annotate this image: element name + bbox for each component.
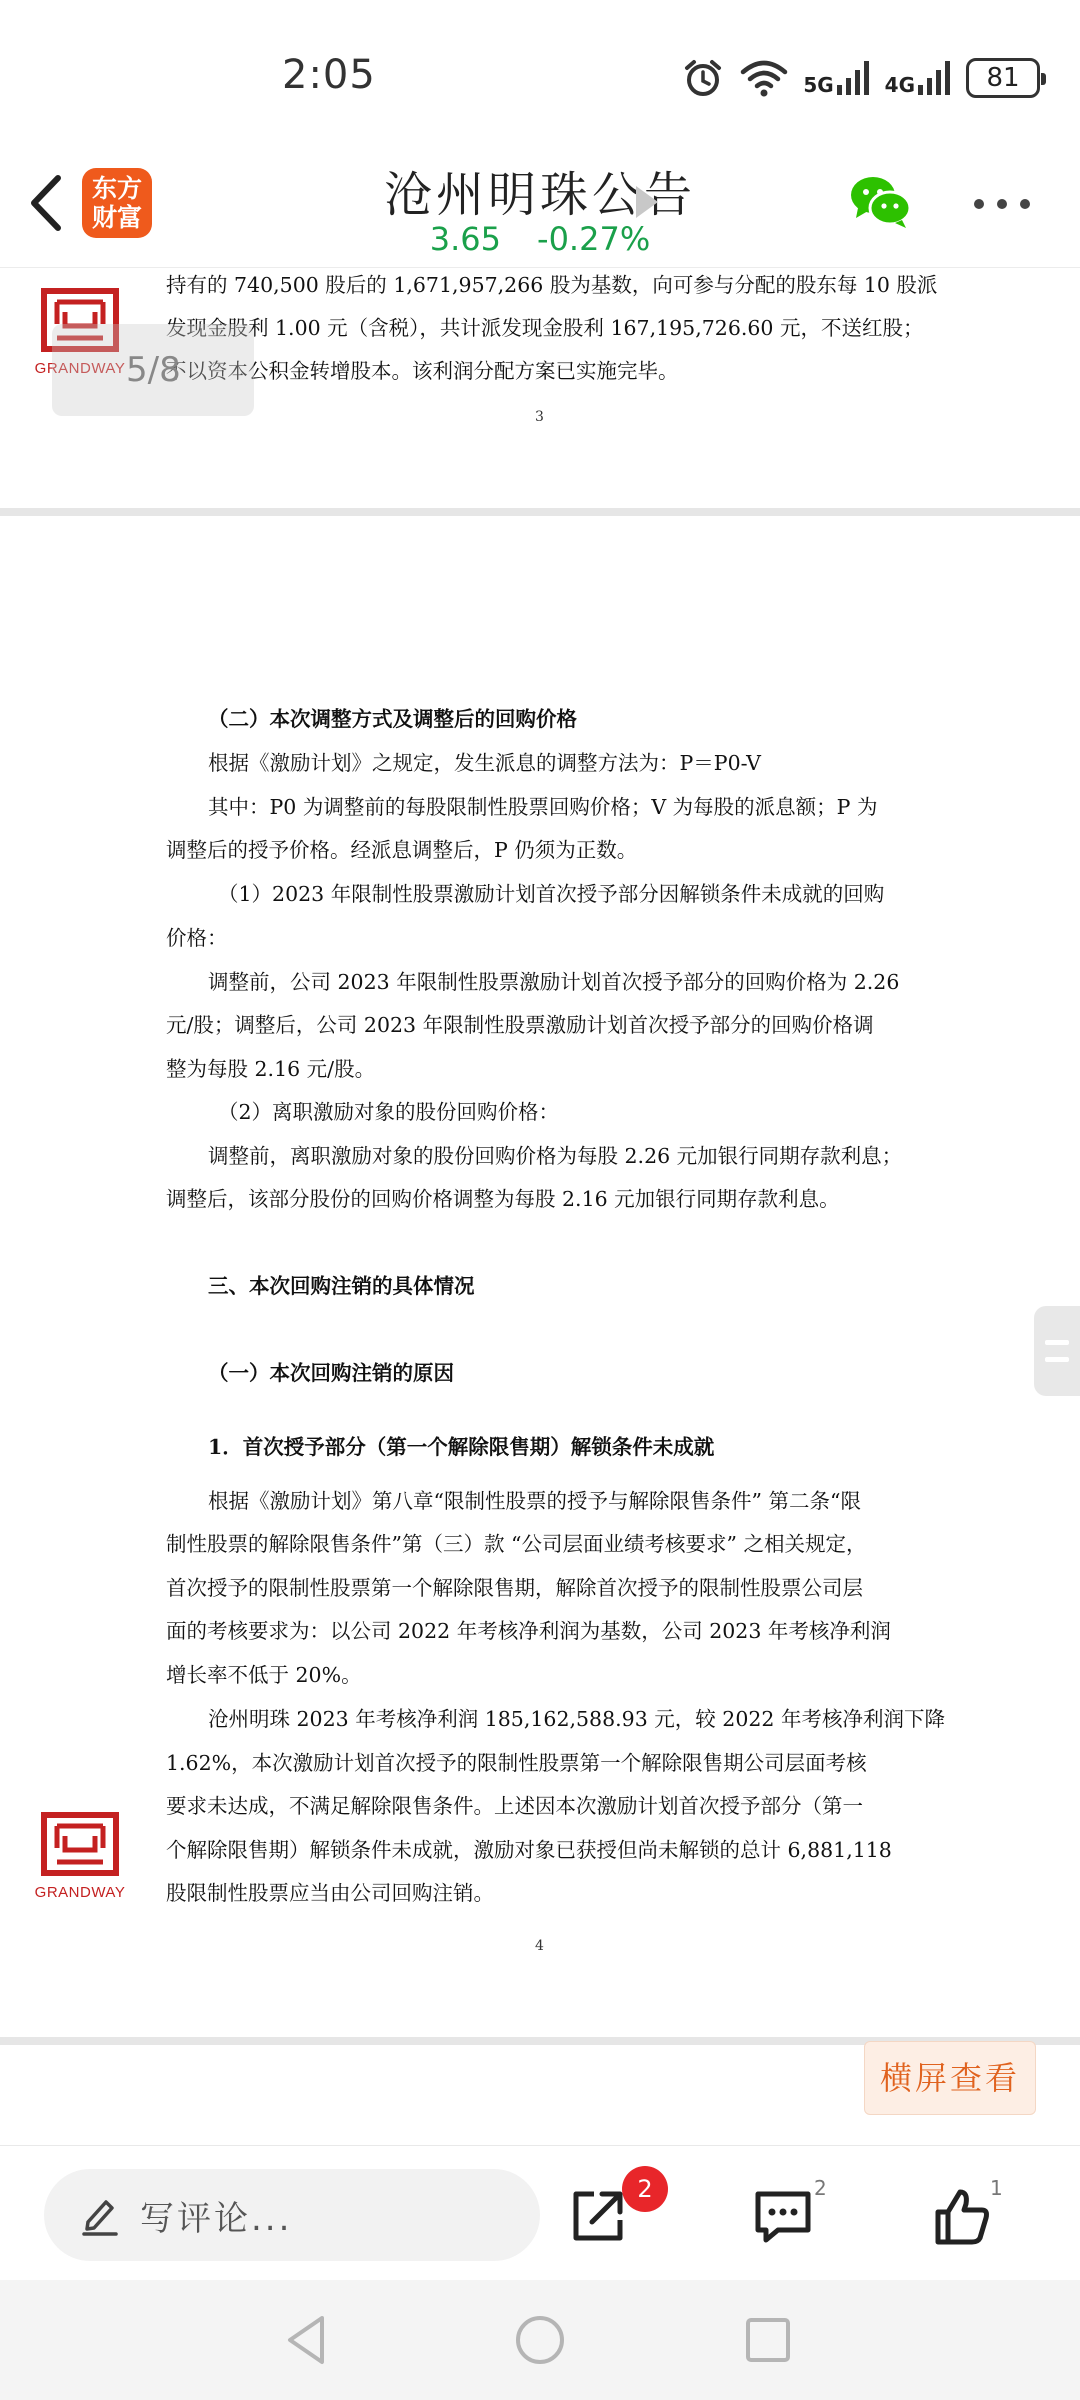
share-icon [568, 2186, 628, 2246]
doc-line: 股限制性股票应当由公司回购注销。 [166, 1881, 494, 1905]
stock-quote [0, 220, 1080, 258]
section-heading: 三、本次回购注销的具体情况 [208, 1274, 475, 1298]
grandway-logo-icon [41, 1812, 119, 1876]
bottom-action-bar [0, 2145, 1080, 2280]
doc-line: （1）2023 年限制性股票激励计划首次授予部分因解锁条件未成就的回购 [218, 882, 885, 906]
side-drawer-handle[interactable] [1034, 1306, 1080, 1396]
nav-recents-icon [738, 2310, 798, 2370]
alarm-icon [681, 56, 725, 100]
landscape-view-button[interactable]: 横屏查看 [864, 2041, 1036, 2115]
doc-line: 首次授予的限制性股票第一个解除限售期，解除首次授予的限制性股票公司层 [166, 1576, 863, 1600]
share-badge: 2 [622, 2166, 668, 2212]
signal-bars-icon [918, 61, 952, 95]
comments-button[interactable] [752, 2186, 818, 2252]
signal-bars-icon [837, 61, 871, 95]
page-title[interactable]: 沧州明珠公告 [383, 167, 696, 223]
wifi-icon [739, 58, 789, 98]
pencil-icon [82, 2194, 118, 2236]
doc-line: 个解除限售期）解锁条件未成就，激励对象已获授但尚未解锁的总计 6,881,118 [166, 1838, 892, 1862]
signal-5g [803, 61, 870, 95]
nav-recents-button[interactable] [738, 2310, 798, 2370]
nav-home-icon [510, 2310, 570, 2370]
signal-4g [885, 61, 952, 95]
battery-indicator: 81 [966, 58, 1040, 98]
app-header [0, 150, 1080, 268]
nav-back-button[interactable] [278, 2310, 338, 2370]
status-time: 2:05 [282, 52, 376, 98]
page-number: 3 [535, 409, 544, 425]
comment-count: 2 [814, 2176, 827, 2200]
doc-line: 不以资本公积金转增股本。该利润分配方案已实施完毕。 [166, 359, 679, 383]
doc-line: 1.62%，本次激励计划首次授予的限制性股票第一个解除限售期公司层面考核 [166, 1751, 867, 1775]
doc-line: 整为每股 2.16 元/股。 [166, 1057, 376, 1081]
comment-placeholder: 写评论... [140, 2198, 293, 2239]
like-icon [930, 2186, 992, 2248]
stock-change: -0.27% [537, 220, 651, 258]
doc-line: 根据《激励计划》之规定，发生派息的调整方法为：P＝P0-V [208, 751, 761, 775]
doc-line: 要求未达成，不满足解除限售条件。上述因本次激励计划首次授予部分（第一 [166, 1794, 863, 1818]
network-label-1: 5G [803, 73, 834, 97]
doc-line: 元/股；调整后，公司 2023 年限制性股票激励计划首次授予部分的回购价格调 [166, 1013, 874, 1037]
like-button[interactable] [930, 2186, 996, 2252]
nav-home-button[interactable] [510, 2310, 570, 2370]
network-label-2: 4G [884, 73, 915, 97]
watermark-label: GRANDWAY [34, 1884, 126, 1901]
document-viewer[interactable] [0, 268, 1080, 2145]
logo-line-1: 东方 [91, 174, 142, 203]
section-heading: 1．首次授予部分（第一个解除限售期）解锁条件未成就 [208, 1435, 715, 1459]
stock-price: 3.65 [429, 220, 502, 258]
watermark-logo [20, 1812, 140, 1901]
wechat-share-button[interactable] [848, 172, 912, 232]
wechat-icon [848, 172, 912, 232]
more-icon[interactable] [974, 194, 1030, 214]
doc-line: 其中：P0 为调整前的每股限制性股票回购价格；V 为每股的派息额；P 为 [208, 795, 878, 819]
comment-input[interactable] [44, 2169, 540, 2261]
doc-line: 持有的 740,500 股后的 1,671,957,266 股为基数，向可参与分配的股东每 10 股派 [166, 273, 938, 297]
like-count: 1 [990, 2176, 1003, 2200]
doc-line: 调整后的授予价格。经派息调整后，P 仍须为正数。 [166, 838, 638, 862]
doc-line: （2）离职激励对象的股份回购价格： [218, 1100, 560, 1124]
doc-line: 增长率不低于 20%。 [166, 1663, 362, 1687]
doc-line: 制性股票的解除限售条件”第（三）款 “公司层面业绩考核要求” 之相关规定， [166, 1532, 867, 1556]
nav-back-icon [278, 2310, 338, 2370]
system-nav-bar [0, 2280, 1080, 2400]
doc-line: 沧州明珠 2023 年考核净利润 185,162,588.93 元，较 2022 年考核净利润下降 [208, 1707, 945, 1731]
doc-line: 调整后，该部分股份的回购价格调整为每股 2.16 元加银行同期存款利息。 [166, 1187, 840, 1211]
section-heading: （一）本次回购注销的原因 [208, 1361, 454, 1385]
page-indicator: 5/8 [52, 324, 254, 416]
title-arrow-icon[interactable] [636, 186, 658, 218]
watermark-label: GRANDWAY [34, 360, 126, 377]
section-heading: （二）本次调整方式及调整后的回购价格 [208, 707, 577, 731]
page-divider [0, 508, 1080, 516]
doc-line: 调整前，公司 2023 年限制性股票激励计划首次授予部分的回购价格为 2.26 [208, 970, 900, 994]
status-bar [0, 0, 1080, 150]
doc-line: 发现金股利 1.00 元（含税），共计派发现金股利 167,195,726.60 元，不送红股； [166, 316, 924, 340]
status-icons [681, 56, 1040, 100]
doc-line: 面的考核要求为：以公司 2022 年考核净利润为基数，公司 2023 年考核净利润 [166, 1619, 891, 1643]
page-number: 4 [535, 1938, 544, 1954]
doc-line: 根据《激励计划》第八章“限制性股票的授予与解除限售条件” 第二条“限 [208, 1489, 861, 1513]
doc-line: 价格： [166, 926, 228, 950]
logo-line-2: 财富 [91, 203, 142, 232]
doc-line: 调整前，离职激励对象的股份回购价格为每股 2.26 元加银行同期存款利息； [208, 1144, 903, 1168]
comment-icon [752, 2186, 814, 2248]
